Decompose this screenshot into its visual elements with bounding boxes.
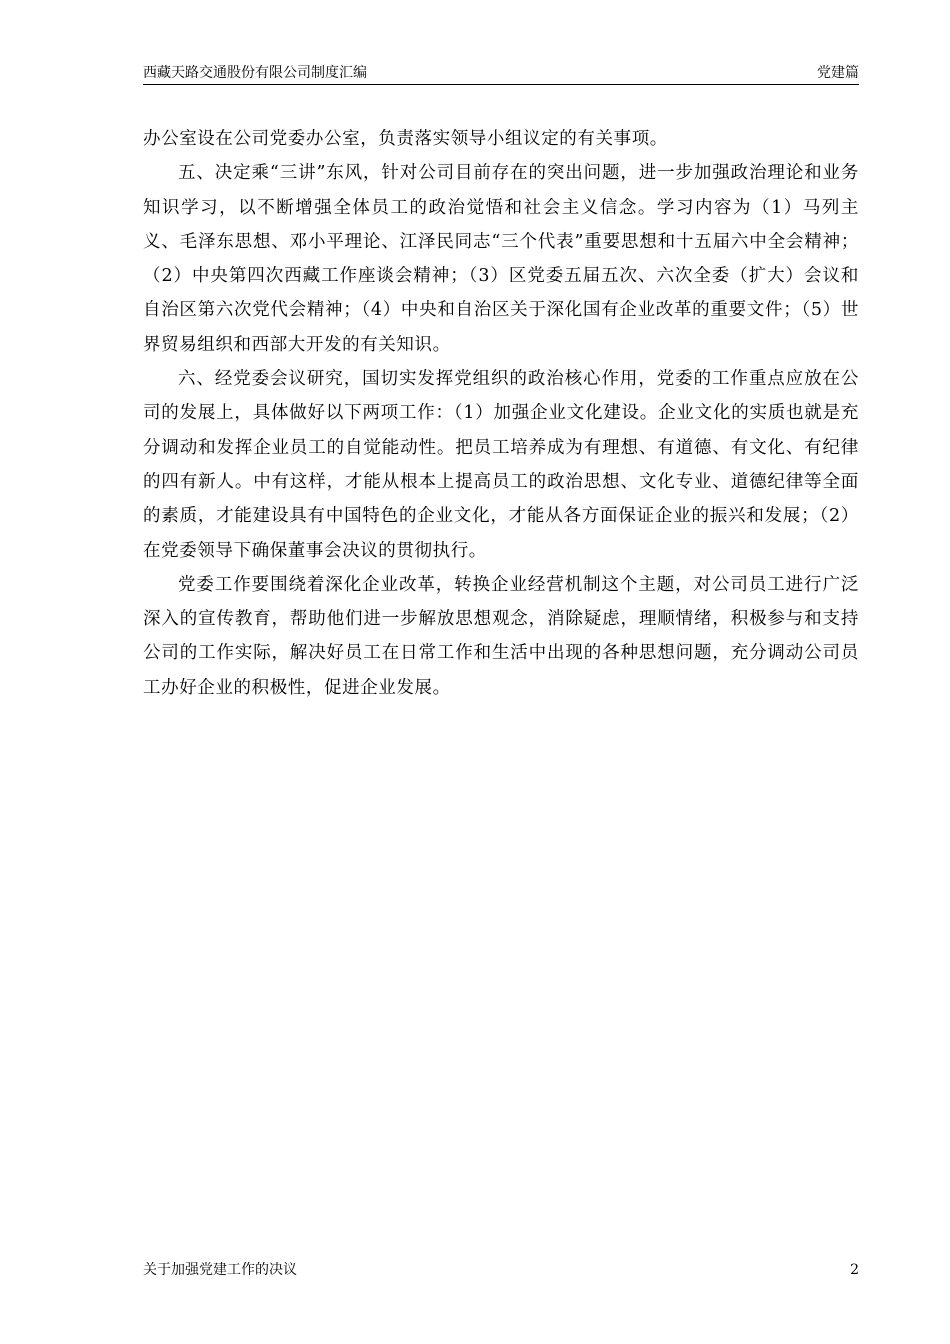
page-number: 2 bbox=[850, 1262, 859, 1278]
header-document-collection-title: 西藏天路交通股份有限公司制度汇编 bbox=[143, 65, 367, 81]
header-section-name: 党建篇 bbox=[817, 65, 859, 81]
document-body bbox=[143, 122, 859, 705]
paragraph-item-five: 五、决定乘“三讲”东风，针对公司目前存在的突出问题，进一步加强政治理论和业务知识学习，以不断增强全体员工的政治觉悟和社会主义信念。学习内容为（1）马列主义、毛泽东思想、邓小平理论、江泽民同志“三个代表”重要思想和十五届六中全会精神；（2）中央第四次西藏工作座谈会精神；（3）区党委五届五次、六次全委（扩大）会议和自治区第六次党代会精神；（4）中央和自治区关于深化国有企业改革的重要文件；（5）世界贸易组织和西部大开发的有关知识。 bbox=[143, 163, 859, 355]
paragraph-conclusion: 党委工作要围绕着深化企业改革，转换企业经营机制这个主题，对公司员工进行广泛深入的宣传教育，帮助他们进一步解放思想观念，消除疑虑，理顺情绪，积极参与和支持公司的工作实际，解决好员工在日常工作和生活中出现的各种思想问题，充分调动公司员工办好企业的积极性，促进企业发展。 bbox=[143, 574, 859, 698]
paragraph-continuation: 办公室设在公司党委办公室，负责落实领导小组议定的有关事项。 bbox=[143, 129, 668, 149]
paragraph-item-six: 六、经党委会议研究，国切实发挥党组织的政治核心作用，党委的工作重点应放在公司的发展上，具体做好以下两项工作：（1）加强企业文化建设。企业文化的实质也就是充分调动和发挥企业员工的自觉能动性。把员工培养成为有理想、有道德、有文化、有纪律的四有新人。中有这样，才能从根本上提高员工的政治思想、文化专业、道德纪律等全面的素质，才能建设具有中国特色的企业文化，才能从各方面保证企业的振兴和发展；（2）在党委领导下确保董事会决议的贯彻执行。 bbox=[143, 369, 859, 561]
footer-document-title: 关于加强党建工作的决议 bbox=[143, 1262, 297, 1278]
page-header bbox=[143, 62, 859, 85]
page-footer bbox=[143, 1260, 859, 1280]
